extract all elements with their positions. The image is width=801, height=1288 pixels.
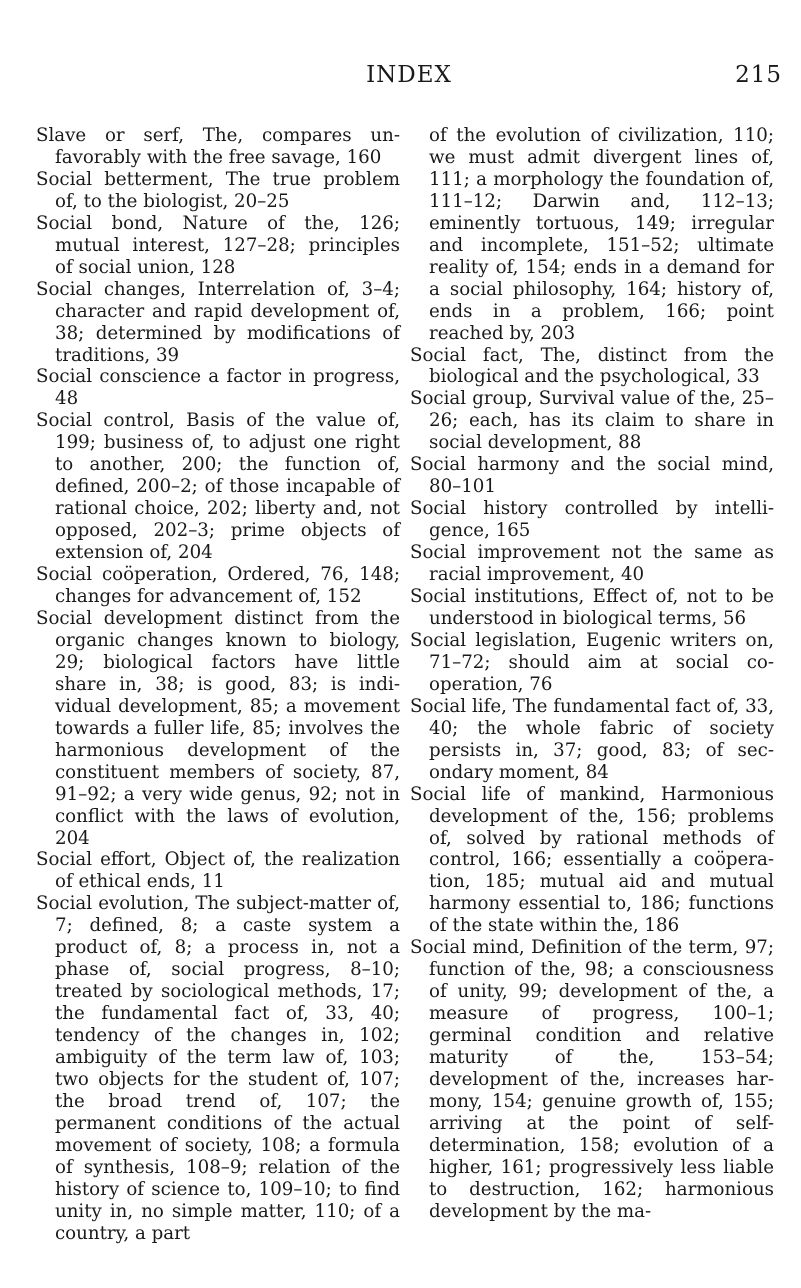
index-entry: Social history controlled by intelligence, 165	[410, 498, 774, 542]
index-entry: Social betterment, The true problem of, to the biologist, 20–25	[36, 168, 400, 212]
index-column-right	[410, 125, 774, 1223]
index-entry: Social institutions, Effect of, not to be understood in biological terms, 56	[410, 586, 774, 629]
index-entry: Social fact, The, distinct from the biological and the psychological, 33	[410, 344, 774, 388]
index-entry: Slave or serf, The, compares unfavorably with the free savage, 160	[36, 125, 400, 168]
page-number: 215	[735, 62, 782, 88]
index-entry: Social mind, Definition of the term, 97; function of the, 98; a consciousness of unity, 99; development of the, a measure of progress, 100–1; germinal condition and relative maturity of the, 153–54; development of the, increases harmony, 154; genuine growth of, 155; arriving at the point of self-determination, 158; evolution of a higher, 161; progressively less liable to destruction, 162; harmonious development by the ma-	[410, 937, 774, 1222]
index-entry: Social bond, Nature of the, 126; mutual interest, 127–28; principles of social union, 128	[36, 212, 400, 278]
index-entry: Social conscience a factor in progress, 48	[36, 366, 400, 410]
index-entry: Social effort, Object of, the realization of ethical ends, 11	[36, 849, 400, 893]
index-entry: Social legislation, Eugenic writers on, 71–72; should aim at social cooperation, 76	[410, 629, 774, 695]
index-entry: Social evolution, The subject-matter of, 7; defined, 8; a caste system a product of, 8; a process in, not a phase of, social progress, 8–10; treated by sociological methods, 17; the fundamental fact of, 33, 40; tendency of the changes in, 102; ambiguity of the term law of, 103; two objects for the student of, 107; the broad trend of, 107; the permanent conditions of the actual movement of society, 108; a formula of synthesis, 108–9; relation of the history of science to, 109–10; to find unity in, no simple matter, 110; of a country, a part	[36, 893, 400, 1244]
index-entry: Social harmony and the social mind, 80–101	[410, 454, 774, 498]
index-entry: Social development distinct from the organic changes known to biology, 29; biological factors have little share in, 38; is good, 83; is individual development, 85; a movement towards a fuller life, 85; involves the harmonious development of the constituent members of society, 87, 91–92; a very wide genus, 92; not in conflict with the laws of evolution, 204	[36, 607, 400, 849]
index-entry: Social life, The fundamental fact of, 33, 40; the whole fabric of society persists in, 37; good, 83; of secondary moment, 84	[410, 695, 774, 783]
index-entry: Social life of mankind, Harmonious development of the, 156; problems of, solved by rational methods of control, 166; essentially a coöperation, 185; mutual aid and mutual harmony essential to, 186; functions of the state within the, 186	[410, 783, 774, 937]
index-entry: Social control, Basis of the value of, 199; business of, to adjust one right to another, 200; the function of, defined, 200–2; of those incapable of rational choice, 202; liberty and, not opposed, 202–3; prime objects of extension of, 204	[36, 410, 400, 564]
index-entry: Social coöperation, Ordered, 76, 148; changes for advancement of, 152	[36, 564, 400, 608]
index-entry: Social group, Survival value of the, 25–26; each, has its claim to share in social development, 88	[410, 388, 774, 454]
index-entry: Social changes, Interrelation of, 3–4; character and rapid development of, 38; determined by modifications of traditions, 39	[36, 278, 400, 366]
page-header	[36, 62, 782, 98]
page-title: INDEX	[366, 62, 452, 88]
index-entry: Social improvement not the same as racial improvement, 40	[410, 542, 774, 586]
index-column-left	[36, 125, 400, 1245]
index-entry-continued: of the evolution of civilization, 110; we must admit divergent lines of, 111; a morphology the foundation of, 111–12; Darwin and, 112–13; eminently tortuous, 149; irregular and incomplete, 151–52; ultimate reality of, 154; ends in a demand for a social philosophy, 164; history of, ends in a problem, 166; point reached by, 203	[429, 125, 774, 344]
